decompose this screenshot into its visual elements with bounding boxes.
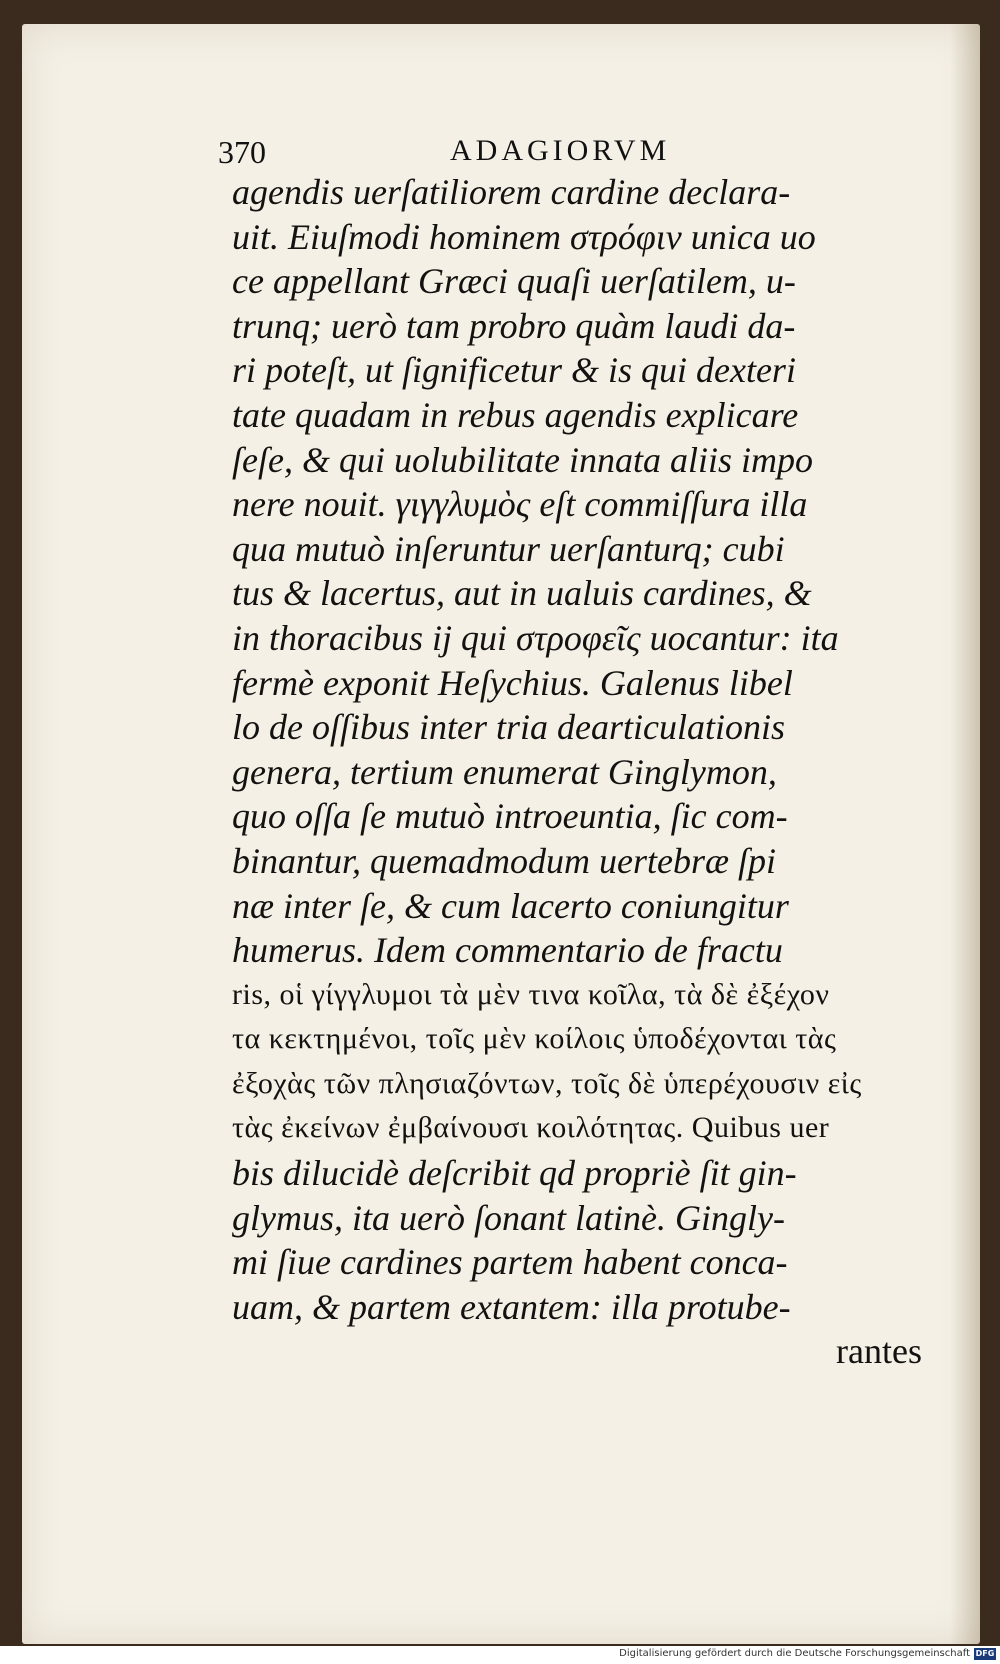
text-line: genera, tertium enumerat Ginglymon, <box>232 751 777 792</box>
text-line: glymus, ita uerò ſonant latinè. Gingly- <box>232 1197 785 1238</box>
text-line: qua mutuò inſeruntur uerſanturq; cubi <box>232 528 785 569</box>
text-line: ſeſe, & qui uolubilitate innata aliis impo <box>232 439 813 480</box>
greek-text-line: τα κεκτημένοι, τοῖς μὲν κοίλοις ὑποδέχονται τὰς <box>232 1022 837 1056</box>
greek-text-line: ἐξοχὰς τῶν πλησιαζόντων, τοῖς δὲ ὑπερέχουσιν εἰς <box>232 1066 862 1100</box>
text-line: binantur, quemadmodum uertebræ ſpi <box>232 840 776 881</box>
text-line: uit. Eiuſmodi hominem στρόφιν unica uo <box>232 216 816 257</box>
text-line: lo de oſſibus inter tria dearticulationis <box>232 707 785 748</box>
page-header <box>218 134 778 174</box>
body-text <box>232 170 962 1374</box>
greek-text-line: τὰς ἐκείνων ἐμβαίνουσι κοιλότητας. Quibus uer <box>232 1111 830 1145</box>
text-line: ri poteſt, ut ſignificetur & is qui dexteri <box>232 350 796 391</box>
funding-credit: Digitalisierung gefördert durch die Deutsche Forschungsgemeinschaft <box>619 1648 970 1659</box>
text-line: agendis uerſatiliorem cardine declara- <box>232 172 791 212</box>
text-line: trunq; uerò tam probro quàm laudi da- <box>232 305 796 346</box>
running-title: ADAGIORVM <box>450 134 671 167</box>
text-line: nere nouit. γιγγλυμὸς eſt commiſſura illa <box>232 484 808 525</box>
text-line: næ inter ſe, & cum lacerto coniungitur <box>232 885 789 926</box>
text-line: mi ſiue cardines partem habent conca- <box>232 1242 788 1283</box>
text-line: ce appellant Græci quaſi uerſatilem, u- <box>232 261 796 302</box>
text-line: fermè exponit Heſychius. Galenus libel <box>232 662 793 703</box>
text-line: quo oſſa ſe mutuò introeuntia, ſic com- <box>232 796 788 837</box>
text-line: tus & lacertus, aut in ualuis cardines, & <box>232 573 812 614</box>
text-line: humerus. Idem commentario de fractu <box>232 930 783 971</box>
text-line: bis dilucidè deſcribit qd propriè ſit gin- <box>232 1153 797 1194</box>
footer-bar <box>0 1646 1000 1664</box>
text-line: in thoracibus ij qui στροφεῖς uocantur: ita <box>232 617 839 658</box>
page-number: 370 <box>218 134 266 170</box>
dfg-logo: DFG <box>975 1649 995 1658</box>
catchword: rantes <box>836 1331 922 1372</box>
text-line: uam, & partem extantem: illa protube- <box>232 1286 791 1327</box>
text-line: tate quadam in rebus agendis explicare <box>232 394 799 435</box>
greek-text-line: ris, οἱ γίγγλυμοι τὰ μὲν τινα κοῖλα, τὰ δὲ ἐξέχον <box>232 977 830 1011</box>
